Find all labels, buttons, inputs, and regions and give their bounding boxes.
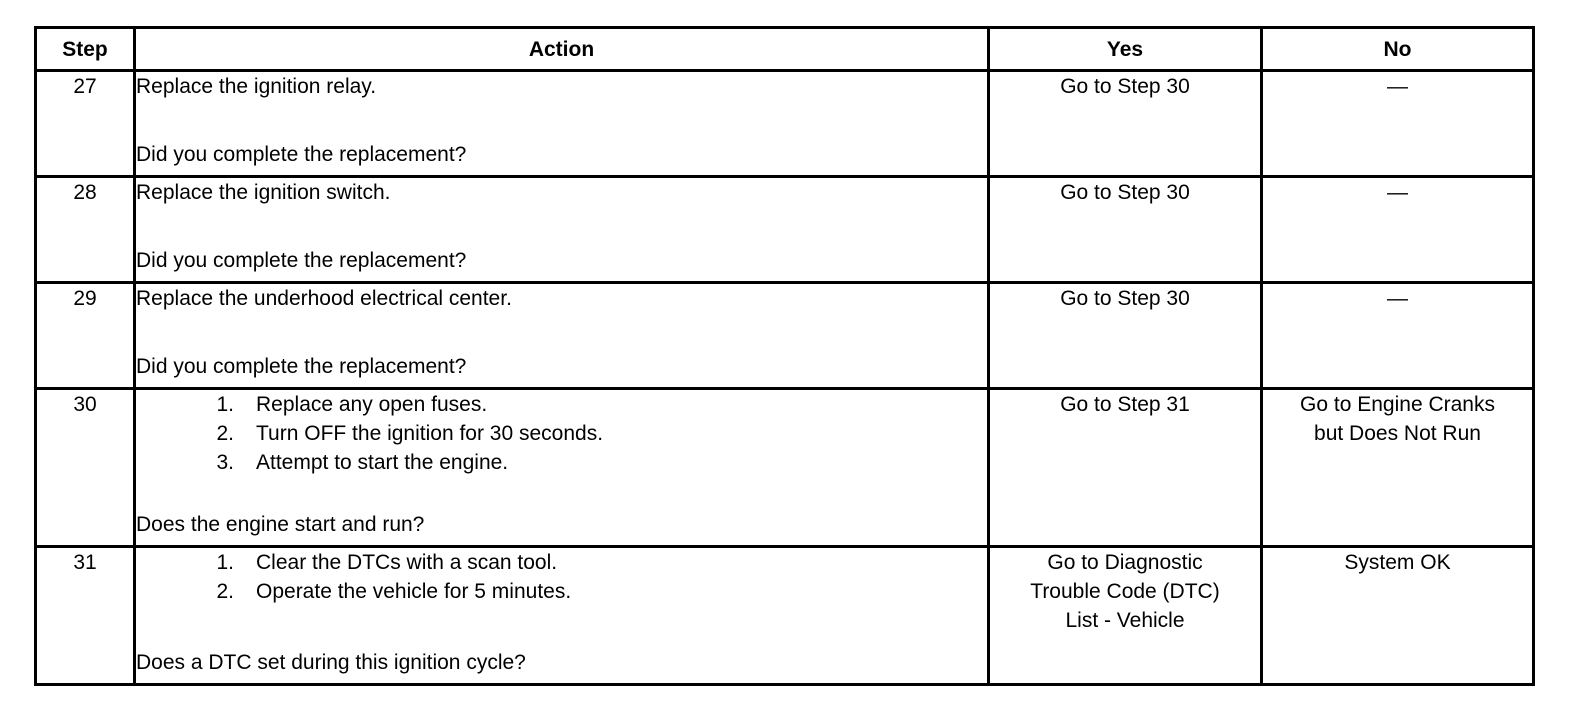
yes-result-text: Go to Step 30 (1060, 287, 1190, 310)
yes-result-text: Go to Step 30 (1060, 75, 1190, 98)
list-item-text: Clear the DTCs with a scan tool. (256, 551, 558, 574)
yes-result (989, 177, 1262, 283)
list-item (136, 448, 987, 477)
list-item (136, 419, 987, 448)
yes-result (989, 283, 1262, 389)
action-cell (135, 283, 989, 389)
yes-result-text: Go to Step 30 (1060, 181, 1190, 204)
no-result-text: System OK (1344, 551, 1451, 574)
action-step-list (136, 548, 987, 606)
header-row (36, 28, 1534, 71)
no-result-text: — (1387, 181, 1408, 204)
action-instructions (136, 390, 987, 477)
no-result-text: — (1387, 287, 1408, 310)
no-result (1262, 71, 1534, 177)
action-cell (135, 177, 989, 283)
action-question: Does a DTC set during this ignition cycle? (136, 651, 526, 674)
action-instruction: Replace the underhood electrical center. (136, 287, 512, 310)
list-item (136, 577, 987, 606)
yes-result-text: Go to Step 31 (1060, 393, 1190, 416)
list-item-number: 3. (216, 451, 234, 474)
yes-result (989, 71, 1262, 177)
action-cell (135, 547, 989, 685)
list-item-number: 1. (216, 393, 234, 416)
step-number: 27 (36, 71, 135, 177)
step-number: 30 (36, 389, 135, 547)
list-item-text: Replace any open fuses. (256, 393, 488, 416)
yes-result (989, 547, 1262, 685)
list-item-number: 2. (216, 580, 234, 603)
list-item (136, 390, 987, 419)
no-result (1262, 547, 1534, 685)
table-row (36, 547, 1534, 685)
action-step-list (136, 390, 987, 477)
yes-result (989, 389, 1262, 547)
step-number: 31 (36, 547, 135, 685)
action-instruction: Replace the ignition switch. (136, 181, 391, 204)
action-question: Does the engine start and run? (136, 513, 425, 536)
no-result (1262, 177, 1534, 283)
list-item-number: 1. (216, 551, 234, 574)
table-row (36, 389, 1534, 547)
no-result (1262, 283, 1534, 389)
list-item-number: 2. (216, 422, 234, 445)
header-action: Action (135, 28, 989, 71)
list-item (136, 548, 987, 577)
header-step: Step (36, 28, 135, 71)
no-result-text: — (1387, 75, 1408, 98)
table-row (36, 283, 1534, 389)
list-item-text: Turn OFF the ignition for 30 seconds. (256, 422, 604, 445)
action-question: Did you complete the replacement? (136, 355, 467, 378)
yes-result-text: Go to Diagnostic Trouble Code (DTC) List - Vehicle (1030, 551, 1220, 632)
action-instructions (136, 72, 987, 101)
header-no: No (1262, 28, 1534, 71)
table-row (36, 177, 1534, 283)
no-result-text: Go to Engine Cranks but Does Not Run (1300, 393, 1495, 445)
diagnostic-table (34, 26, 1535, 686)
header-yes: Yes (989, 28, 1262, 71)
action-instructions (136, 548, 987, 606)
step-number: 29 (36, 283, 135, 389)
action-cell (135, 71, 989, 177)
no-result (1262, 389, 1534, 547)
step-number: 28 (36, 177, 135, 283)
action-instruction: Replace the ignition relay. (136, 75, 377, 98)
action-instructions (136, 284, 987, 313)
action-cell (135, 389, 989, 547)
action-question: Did you complete the replacement? (136, 143, 467, 166)
list-item-text: Operate the vehicle for 5 minutes. (256, 580, 572, 603)
action-instructions (136, 178, 987, 207)
table-row (36, 71, 1534, 177)
action-question: Did you complete the replacement? (136, 249, 467, 272)
table-body (36, 71, 1534, 685)
list-item-text: Attempt to start the engine. (256, 451, 509, 474)
